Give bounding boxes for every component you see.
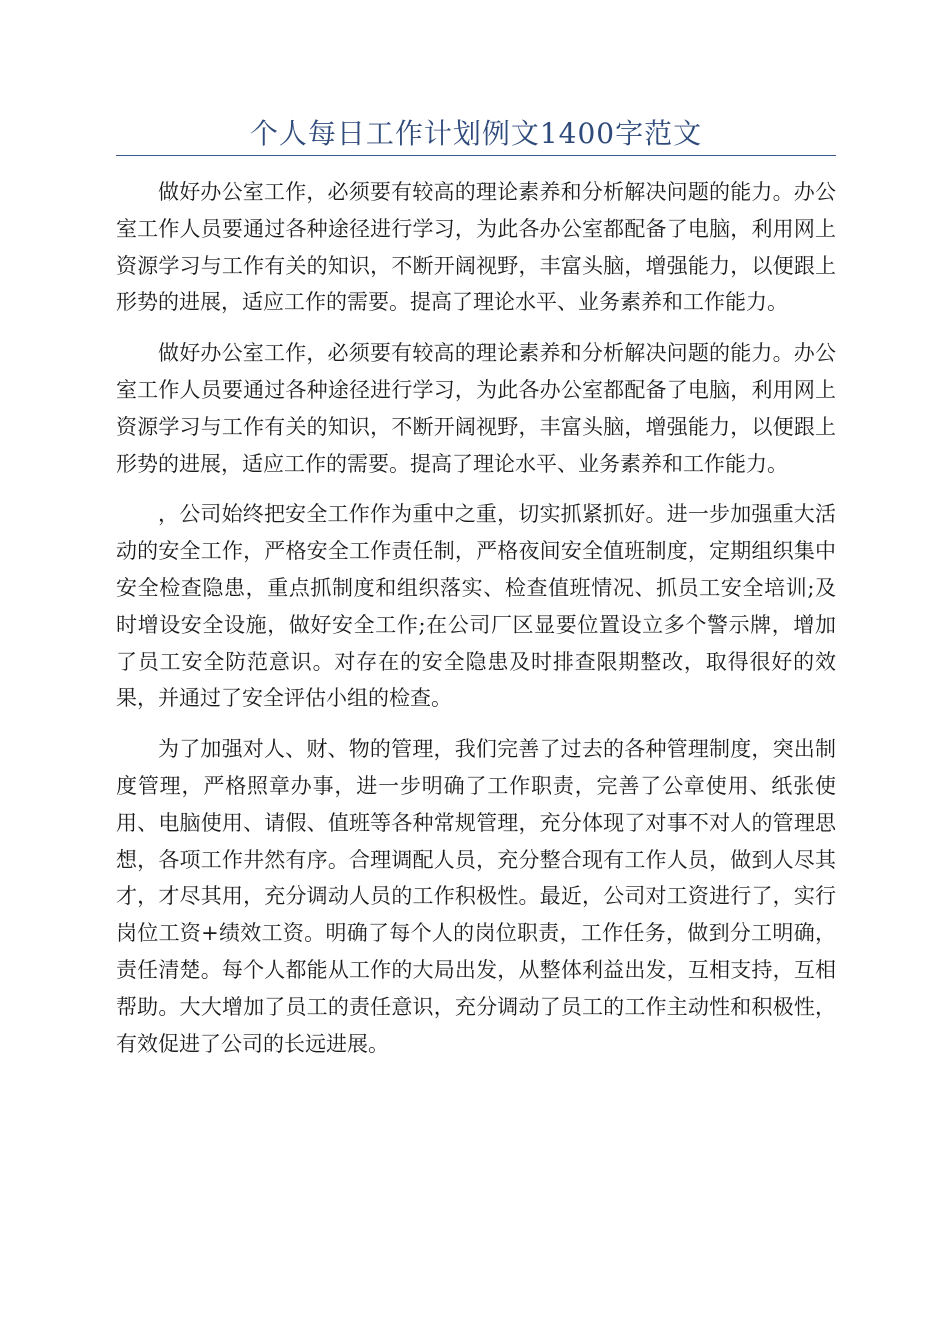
title-underline [116, 155, 836, 156]
paragraph-3: ，公司始终把安全工作作为重中之重，切实抓紧抓好。进一步加强重大活动的安全工作，严格安全工作责任制，严格夜间安全值班制度，定期组织集中安全检查隐患，重点抓制度和组织落实、检查值班情况、抓员工安全培训;及时增设安全设施，做好安全工作;在公司厂区显要位置设立多个警示牌，增加了员工安全防范意识。对存在的安全隐患及时排查限期整改，取得很好的效果，并通过了安全评估小组的检查。 [116, 502, 836, 711]
document-body [116, 174, 836, 1076]
paragraph-1: 做好办公室工作，必须要有较高的理论素养和分析解决问题的能力。办公室工作人员要通过各种途径进行学习，为此各办公室都配备了电脑，利用网上资源学习与工作有关的知识，不断开阔视野，丰富头脑，增强能力，以便跟上形势的进展，适应工作的需要。提高了理论水平、业务素养和工作能力。 [116, 180, 836, 315]
paragraph-2: 做好办公室工作，必须要有较高的理论素养和分析解决问题的能力。办公室工作人员要通过各种途径进行学习，为此各办公室都配备了电脑，利用网上资源学习与工作有关的知识，不断开阔视野，丰富头脑，增强能力，以便跟上形势的进展，适应工作的需要。提高了理论水平、业务素养和工作能力。 [116, 341, 836, 476]
document-title: 个人每日工作计划例文1400字范文 [249, 117, 703, 150]
paragraph-4: 为了加强对人、财、物的管理，我们完善了过去的各种管理制度，突出制度管理，严格照章办事，进一步明确了工作职责，完善了公章使用、纸张使用、电脑使用、请假、值班等各种常规管理，充分体现了对事不对人的管理思想，各项工作井然有序。合理调配人员，充分整合现有工作人员，做到人尽其才，才尽其用，充分调动人员的工作积极性。最近，公司对工资进行了，实行岗位工资+绩效工资。明确了每个人的岗位职责，工作任务，做到分工明确，责任清楚。每个人都能从工作的大局出发，从整体利益出发，互相支持，互相帮助。大大增加了员工的责任意识，充分调动了员工的工作主动性和积极性，有效促进了公司的长远进展。 [116, 737, 836, 1056]
